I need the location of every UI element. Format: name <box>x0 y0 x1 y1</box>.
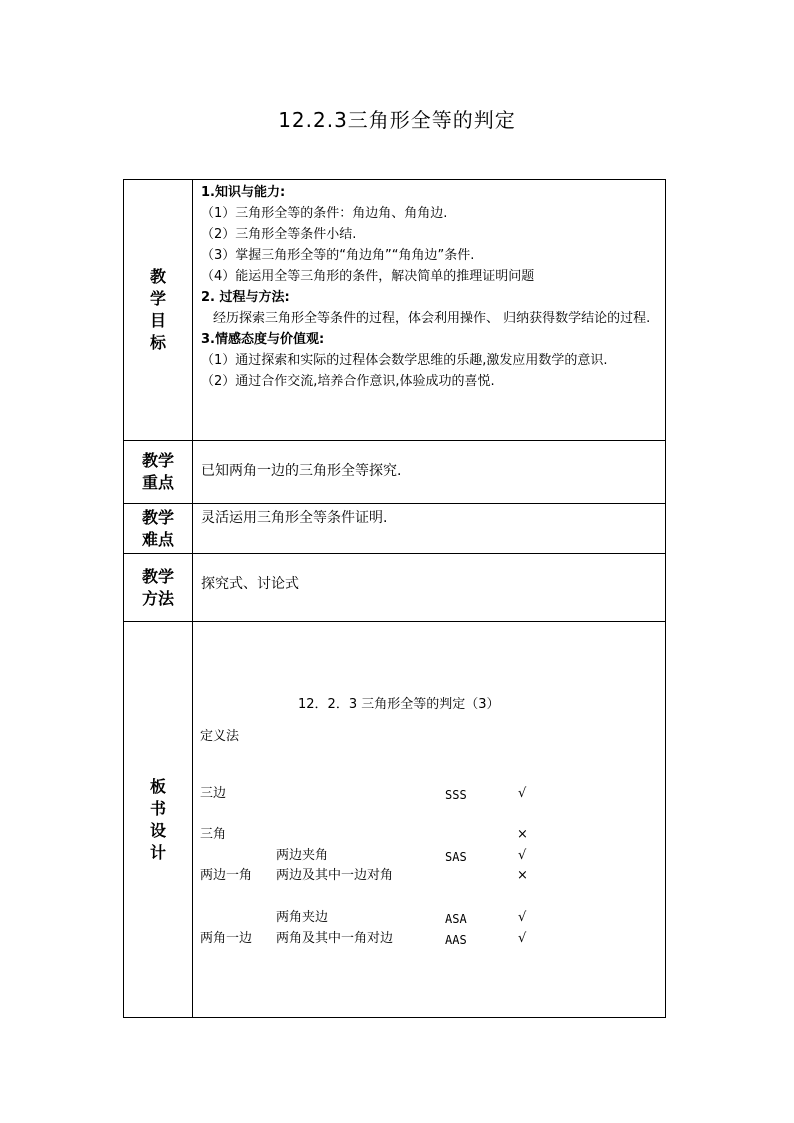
goals-line-8: 3.情感态度与价值观: <box>201 332 325 347</box>
goals-row <box>124 180 666 441</box>
board-three-sides: 三边 <box>200 786 227 801</box>
board-aas-mark: √ <box>518 931 527 946</box>
difficulties-text: 灵活运用三角形全等条件证明. <box>201 510 388 526</box>
key-points-row <box>124 441 666 504</box>
difficulties-label: 教学 难点 <box>124 504 193 554</box>
board-row <box>124 622 666 1018</box>
board-design <box>193 622 665 1016</box>
board-asa-text: 两角夹边 <box>276 910 329 925</box>
board-aas: AAS <box>445 933 467 947</box>
board-content <box>193 622 666 1018</box>
board-sas: SAS <box>445 850 467 864</box>
methods-text: 探究式、讨论式 <box>201 576 299 592</box>
board-aas-text: 两角及其中一角对边 <box>276 931 394 946</box>
goals-line-6: 2. 过程与方法: <box>201 290 290 305</box>
goals-line-5: （4）能运用全等三角形的条件，解决简单的推理证明问题 <box>201 269 535 284</box>
goals-label: 教 学 目 标 <box>124 180 193 441</box>
lesson-plan-table <box>123 179 666 1018</box>
board-ssa-mark: × <box>517 868 528 883</box>
board-definition: 定义法 <box>200 729 240 744</box>
page-title: 12.2.3三角形全等的判定 <box>278 108 516 132</box>
goals-content <box>193 180 666 441</box>
key-points-content <box>193 441 666 504</box>
goals-line-9: （1）通过探索和实际的过程体会数学思维的乐趣,激发应用数学的意识. <box>201 353 608 368</box>
board-asa: ASA <box>445 912 467 926</box>
board-sss-mark: √ <box>518 786 527 801</box>
goals-line-4: （3）掌握三角形全等的“角边角”“角角边”条件. <box>201 248 475 263</box>
key-points-label: 教学 重点 <box>124 441 193 504</box>
key-points-text: 已知两角一边的三角形全等探究. <box>201 463 402 479</box>
difficulties-content <box>193 504 666 554</box>
board-sas-mark: √ <box>518 848 527 863</box>
goals-line-7: 经历探索三角形全等条件的过程，体会利用操作、 归纳获得数学结论的过程. <box>213 311 651 326</box>
board-sss: SSS <box>445 788 467 802</box>
board-asa-mark: √ <box>518 910 527 925</box>
methods-label: 教学 方法 <box>124 554 193 622</box>
board-ssa-text: 两边及其中一边对角 <box>276 868 394 883</box>
board-aaa-mark: × <box>517 827 528 842</box>
board-three-angles: 三角 <box>200 827 227 842</box>
methods-row <box>124 554 666 622</box>
board-two-angles-one-side: 两角一边 <box>200 931 253 946</box>
board-label: 板 书 设 计 <box>124 622 193 1018</box>
difficulties-row <box>124 504 666 554</box>
goals-line-10: （2）通过合作交流,培养合作意识,体验成功的喜悦. <box>201 374 495 389</box>
goals-line-1: 1.知识与能力: <box>201 185 286 200</box>
goals-line-3: （2）三角形全等条件小结. <box>201 227 357 242</box>
methods-content <box>193 554 666 622</box>
board-heading: 12．2．3 三角形全等的判定（3） <box>298 697 500 712</box>
board-sas-text: 两边夹角 <box>276 848 329 863</box>
goals-line-2: （1）三角形全等的条件：角边角、角角边. <box>201 206 448 221</box>
board-two-sides-one-angle: 两边一角 <box>200 868 253 883</box>
